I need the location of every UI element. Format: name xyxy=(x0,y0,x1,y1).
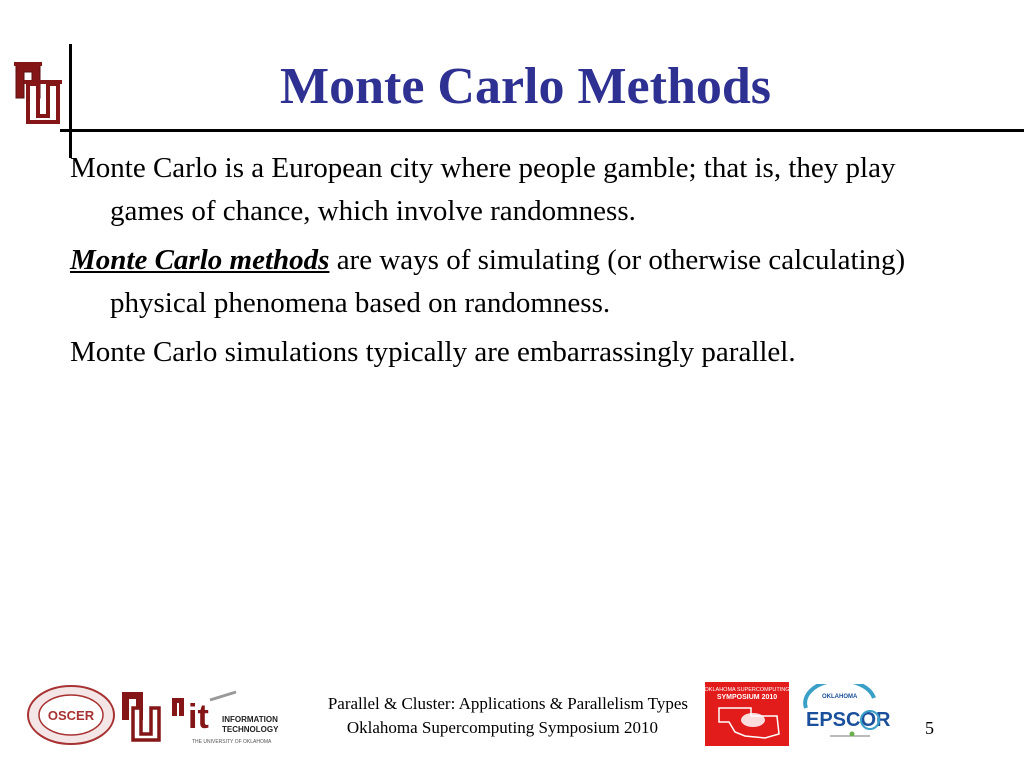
slide-body xyxy=(70,147,970,380)
horizontal-rule xyxy=(60,129,1024,132)
svg-text:OKLAHOMA SUPERCOMPUTING: OKLAHOMA SUPERCOMPUTING xyxy=(705,687,789,693)
svg-text:TECHNOLOGY: TECHNOLOGY xyxy=(222,725,279,734)
paragraph-3 xyxy=(70,331,970,374)
paragraph-3-text: Monte Carlo simulations typically are embarrassingly parallel. xyxy=(70,336,796,368)
footer-line-1: Parallel & Cluster: Applications & Parallelism Types xyxy=(327,694,688,713)
svg-text:OSCER: OSCER xyxy=(47,708,95,723)
paragraph-1 xyxy=(70,147,970,233)
page-number: 5 xyxy=(925,718,934,738)
svg-text:INFORMATION: INFORMATION xyxy=(222,715,278,724)
paragraph-1-text: Monte Carlo is a European city where people gamble; that is, they play games of chance, which involve randomness. xyxy=(70,152,896,227)
epscor-logo xyxy=(800,684,898,746)
ou-logo xyxy=(10,54,70,134)
paragraph-2-text: are ways of simulating (or otherwise calculating) physical phenomena based on randomness. xyxy=(110,244,906,319)
ou-footer-logo xyxy=(119,686,165,748)
term-emphasis: Monte Carlo methods xyxy=(70,244,330,276)
slide-title: Monte Carlo Methods xyxy=(280,58,772,115)
footer-text xyxy=(258,692,688,740)
svg-text:it: it xyxy=(188,698,209,736)
symposium-2010-logo xyxy=(705,682,789,746)
svg-text:OKLAHOMA: OKLAHOMA xyxy=(822,694,858,700)
svg-text:EPSCOR: EPSCOR xyxy=(806,709,891,731)
svg-text:THE UNIVERSITY OF OKLAHOMA: THE UNIVERSITY OF OKLAHOMA xyxy=(192,739,272,745)
footer-line-2: Oklahoma Supercomputing Symposium 2010 xyxy=(346,718,658,737)
paragraph-2 xyxy=(70,239,970,325)
oscer-logo xyxy=(26,684,116,746)
svg-text:SYMPOSIUM 2010: SYMPOSIUM 2010 xyxy=(716,694,778,701)
